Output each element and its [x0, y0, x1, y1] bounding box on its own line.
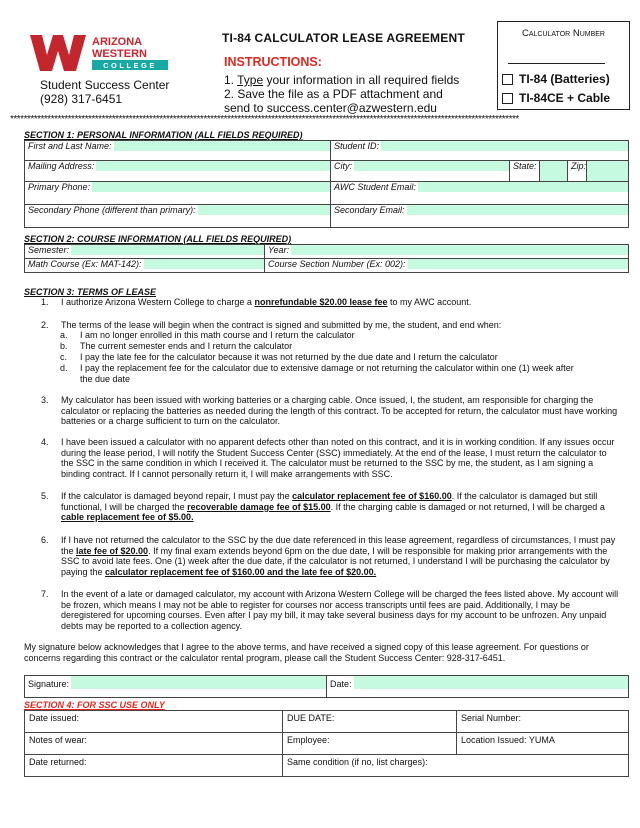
label-secondary-email: Secondary Email:: [334, 205, 405, 215]
center-name: Student Success Center: [40, 78, 170, 92]
course-info-table: [24, 244, 629, 273]
option-ti84-batteries[interactable]: TI-84 (Batteries): [502, 72, 610, 86]
secondary-email-input[interactable]: [407, 205, 628, 215]
label-student-id: Student ID:: [334, 141, 380, 151]
student-id-input[interactable]: [381, 141, 628, 151]
date-input[interactable]: [354, 676, 628, 689]
state-input[interactable]: [540, 161, 567, 181]
date-returned-field[interactable]: Date returned:: [25, 755, 283, 777]
signature-statement: My signature below acknowledges that I agree to the above terms, and have received a signed copy of this lease agreement. For questions or concerns regarding this contract or the calculator rental program, please call the Student Success Center: 928-317-6451.: [24, 642, 589, 663]
awc-email-input[interactable]: [418, 182, 628, 192]
year-input[interactable]: [291, 245, 628, 255]
instruction-1: 1. Type your information in all required fields: [224, 73, 460, 87]
location-issued-field[interactable]: Location Issued: YUMA: [457, 733, 629, 755]
label-course-section: Course Section Number (Ex: 002):: [268, 259, 406, 269]
page-title: TI-84 CALCULATOR LEASE AGREEMENT: [222, 31, 465, 45]
label-awc-email: AWC Student Email:: [334, 182, 416, 192]
label-secondary-phone: Secondary Phone (different than primary):: [28, 205, 196, 215]
semester-input[interactable]: [71, 245, 264, 255]
section3-heading: SECTION 3: TERMS OF LEASE: [24, 287, 157, 297]
secondary-phone-input[interactable]: [198, 205, 330, 215]
logo-line3: COLLEGE: [103, 61, 157, 70]
personal-info-table: [24, 140, 629, 228]
calculator-number-title: Calculator Number: [521, 28, 605, 39]
primary-phone-input[interactable]: [92, 182, 330, 192]
mailing-address-input[interactable]: [96, 161, 330, 171]
awc-logo: [30, 33, 170, 73]
section1-heading: SECTION 1: PERSONAL INFORMATION (ALL FIELDS REQUIRED): [24, 130, 303, 140]
label-semester: Semester:: [28, 245, 70, 255]
serial-number-field[interactable]: Serial Number:: [457, 711, 629, 733]
terms-of-lease: SECTION 3: TERMS OF LEASE 1. I authorize Arizona Western College to charge a nonrefundable $20.00 lease fee to my AWC account. 2. The terms of the lease will begin when the contract is signed and submitted by me, the student, and end when: a. I am no longer enrolled in this math course and I return the calculator b. The current semester ends and I return the calculator c. I pay the late fee for the calculator because it was not returned by the due date and I return the calculator d. I pay the replacement fee for the calculator due to extensive damage or not returning the calculator within one (1) week after the due date 3. My calculator has been issued with working batteries or a charging cable. Once issued, I, the student, am responsible for charging the calculator or replacing the batteries as needed during the length of this contract. To be accepted for return, the calculator must have working batteries or a charge sufficient to turn on the calculator. 4. I have been issued a calculator with no apparent defects other than noted on this contract, and it is in working condition. If any issues occur during the lease period, I will notify the Student Success Center (SSC) immediately. At the end of the lease, I must return the calculator to the SSC in the same condition in which I received it. The calculator must be returned to the SSC by me, the student, as I am signing a binding contract. If I cannot personally return it, I will make arrangements with SSC. 5. If the calculator is damaged beyond repair, I must pay the calculator replacement fee of $160.00. If the calculator is damaged but still functional, I will be charged the recoverable damage fee of $15.00. If the charging cable is damaged or not returned, I will be charged a cable replacement fee of $5.00. 6. If I have not returned the calculator to the SSC by the due date referenced in this lease agreement, regardless of circumstances, I must pay the late fee of $20.00. If my final exam extends beyond 6pm on the due date, I will be responsible for making prior arrangements with the SSC to avoid late fees. One (1) week after the due date, if the calculator is not returned, I understand I will be purchasing the calculator by paying the calculator replacement fee of $160.00 and the late fee of $20.00. 7. In the event of a late or damaged calculator, my account with Arizona Western College will be charged the fees listed above. My account will be frozen, which means I may not be able to register for courses nor access transcripts until fees are paid. Additionally, I may be deregistered for upcoming courses. Even after I pay my bill, it may take several business days for my account to be unfrozen. Any unpaid debts may be reported to a collection agency.: [24, 287, 619, 631]
label-mailing-address: Mailing Address:: [28, 161, 95, 171]
zip-input[interactable]: [587, 161, 628, 181]
math-course-input[interactable]: [144, 259, 264, 269]
signature-input[interactable]: [71, 676, 326, 689]
label-signature: Signature:: [28, 679, 70, 689]
label-year: Year:: [268, 245, 290, 255]
date-issued-field[interactable]: Date issued:: [25, 711, 283, 733]
notes-of-wear-field[interactable]: Notes of wear:: [25, 733, 283, 755]
option-ti84ce-cable[interactable]: TI-84CE + Cable: [502, 91, 610, 105]
first-last-name-input[interactable]: [114, 141, 330, 151]
checkbox[interactable]: [502, 93, 513, 104]
label-city: City:: [334, 161, 352, 171]
checkbox[interactable]: [502, 74, 513, 85]
calculator-number-field[interactable]: [508, 63, 605, 64]
instruction-3: send to success.center@azwestern.edu: [224, 101, 437, 115]
city-input[interactable]: [354, 161, 509, 171]
logo-line1: ARIZONA: [92, 36, 143, 48]
label-state: State:: [513, 161, 537, 171]
employee-field[interactable]: Employee:: [283, 733, 457, 755]
signature-table: [24, 675, 629, 698]
course-section-input[interactable]: [408, 259, 628, 269]
label-first-last-name: First and Last Name:: [28, 141, 112, 151]
instruction-2: 2. Save the file as a PDF attachment and: [224, 87, 443, 101]
section4-heading: SECTION 4: FOR SSC USE ONLY: [24, 700, 165, 710]
calculator-number-box: [497, 21, 630, 110]
same-condition-field[interactable]: Same condition (if no, list charges):: [283, 755, 629, 777]
logo-line2: WESTERN: [92, 48, 147, 60]
due-date-field[interactable]: DUE DATE:: [283, 711, 457, 733]
logo-w-mark: [30, 35, 86, 71]
label-date: Date:: [330, 679, 352, 689]
label-math-course: Math Course (Ex: MAT-142):: [28, 259, 142, 269]
ssc-use-table: [24, 710, 629, 777]
instructions-heading: INSTRUCTIONS:: [224, 55, 322, 69]
label-primary-phone: Primary Phone:: [28, 182, 91, 192]
divider: ******************************************************************************************************************************************************: [10, 115, 519, 125]
label-zip: Zip:: [571, 161, 587, 171]
section2-heading: SECTION 2: COURSE INFORMATION (ALL FIELDS REQUIRED): [24, 234, 292, 244]
center-phone: (928) 317-6451: [40, 92, 123, 106]
